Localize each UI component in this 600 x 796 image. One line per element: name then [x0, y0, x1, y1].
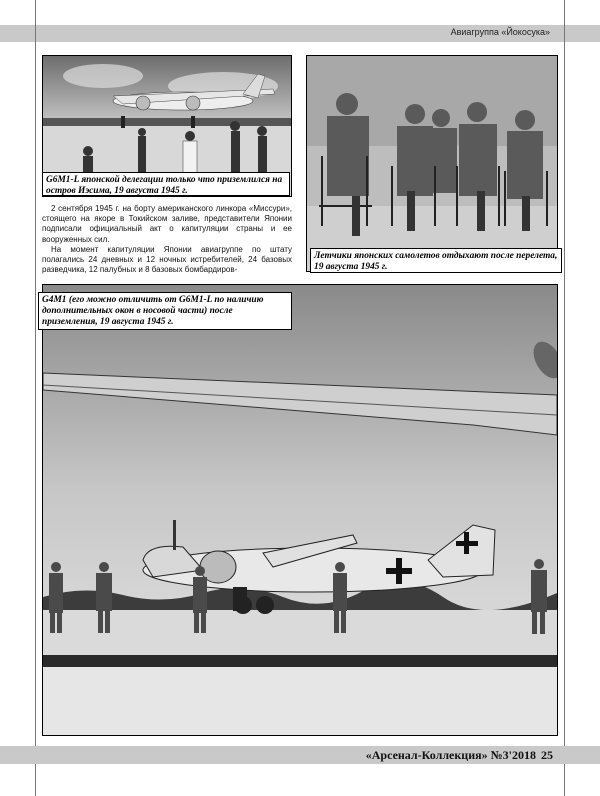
photo-pilots-resting — [306, 55, 558, 272]
section-title: Авиагруппа «Йокосука» — [450, 27, 550, 37]
photo-g4m1-landed — [42, 284, 558, 736]
photo-caption: G4M1 (его можно отличить от G6M1-L по наличию дополнительных окон в носовой части) после приземления, 19 августа 1945 г. — [38, 292, 292, 330]
photo-caption: G6M1-L японской делегации только что приземлился на остров Иэсима, 19 августа 1945 г. — [42, 172, 290, 196]
photo-caption: Летчики японских самолетов отдыхают после перелета, 19 августа 1945 г. — [310, 248, 562, 273]
right-margin-line — [564, 0, 565, 796]
magazine-title: «Арсенал-Коллекция» №3'2018 — [365, 748, 536, 762]
page-number: 25 — [541, 748, 553, 762]
article-paragraph: 2 сентября 1945 г. на борту американского линкора «Миссури», стоящего на якоре в Токийском заливе, представители Японии подписали официальный акт о капитуляции страны и ее вооруженных сил. — [42, 204, 292, 244]
article-text — [42, 204, 292, 275]
left-margin-line — [35, 0, 36, 796]
article-paragraph: На момент капитуляции Японии авиагруппе по штату полагались 24 дневных и 12 ночных истребителей, 24 базовых разведчика, 12 палубных и 8 базовых бомбардиров- — [42, 244, 292, 275]
